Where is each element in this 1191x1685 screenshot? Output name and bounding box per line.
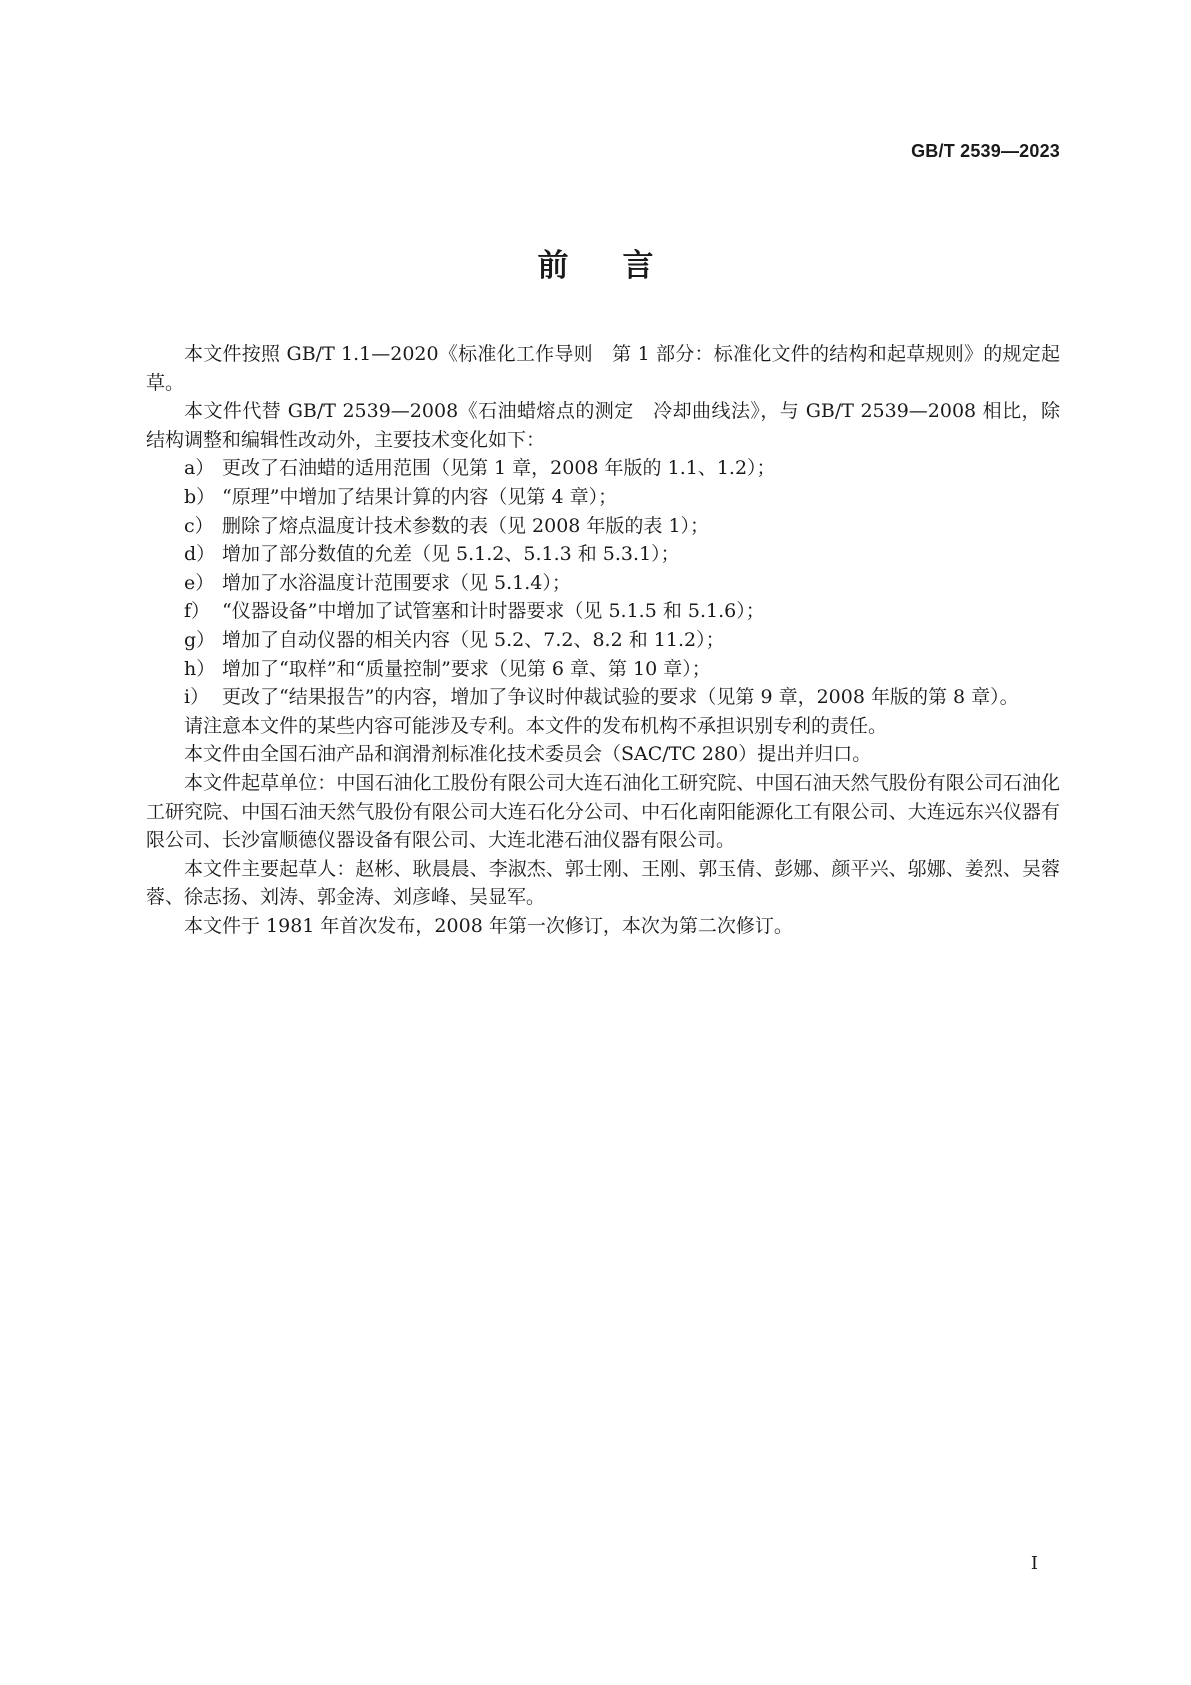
list-text: “原理”中增加了结果计算的内容（见第 4 章）；	[222, 485, 618, 508]
list-item	[146, 512, 1060, 541]
list-marker: b）	[184, 485, 216, 508]
list-item	[146, 655, 1060, 684]
list-text: 删除了熔点温度计技术参数的表（见 2008 年版的表 1）；	[222, 514, 710, 537]
list-text: 更改了石油蜡的适用范围（见第 1 章，2008 年版的 1.1、1.2）；	[222, 457, 776, 480]
list-marker: e）	[184, 571, 215, 594]
list-text: “仪器设备”中增加了试管塞和计时器要求（见 5.1.5 和 5.1.6）；	[222, 600, 765, 623]
foreword-body	[146, 340, 1060, 940]
paragraph-proposing-body: 本文件由全国石油产品和润滑剂标准化技术委员会（SAC/TC 280）提出并归口。	[184, 743, 872, 766]
list-marker: a）	[184, 457, 215, 480]
paragraph-replacement: 本文件代替 GB/T 2539—2008《石油蜡熔点的测定 冷却曲线法》，与 GB/T 2539—2008 相比，除结构调整和编辑性改动外，主要技术变化如下：	[146, 400, 1060, 451]
paragraph-drafting-units: 本文件起草单位：中国石油化工股份有限公司大连石油化工研究院、中国石油天然气股份有限公司石油化工研究院、中国石油天然气股份有限公司大连石化分公司、中石化南阳能源化工有限公司、大连远东兴仪器有限公司、长沙富顺德仪器设备有限公司、大连北港石油仪器有限公司。	[146, 771, 1060, 852]
list-text: 更改了“结果报告”的内容，增加了争议时仲裁试验的要求（见第 9 章，2008 年版的第 8 章）。	[222, 686, 1019, 709]
paragraph-drafting-basis: 本文件按照 GB/T 1.1—2020《标准化工作导则 第 1 部分：标准化文件的结构和起草规则》的规定起草。	[146, 343, 1060, 394]
list-item	[146, 626, 1060, 655]
document-code: GB/T 2539—2023	[911, 141, 1060, 161]
list-marker: i）	[184, 686, 210, 709]
list-item	[146, 597, 1060, 626]
list-item	[146, 540, 1060, 569]
list-text: 增加了部分数值的允差（见 5.1.2、5.1.3 和 5.3.1）；	[222, 543, 680, 566]
list-marker: g）	[184, 628, 216, 651]
changes-list	[146, 454, 1060, 711]
list-item	[146, 454, 1060, 483]
page-number: I	[1030, 1553, 1038, 1574]
paragraph-drafters: 本文件主要起草人：赵彬、耿晨晨、李淑杰、郭士刚、王刚、郭玉倩、彭娜、颜平兴、邬娜、姜烈、吴蓉蓉、徐志扬、刘涛、郭金涛、刘彦峰、吴显军。	[146, 857, 1060, 909]
list-item	[146, 683, 1060, 712]
paragraph-patent-notice: 请注意本文件的某些内容可能涉及专利。本文件的发布机构不承担识别专利的责任。	[184, 714, 888, 737]
list-text: 增加了“取样”和“质量控制”要求（见第 6 章、第 10 章）；	[222, 657, 711, 680]
list-marker: f）	[184, 600, 211, 623]
list-marker: c）	[184, 514, 214, 537]
paragraph-history: 本文件于 1981 年首次发布，2008 年第一次修订，本次为第二次修订。	[184, 914, 793, 937]
list-text: 增加了水浴温度计范围要求（见 5.1.4）；	[222, 571, 571, 594]
page-title: 前言	[537, 248, 708, 284]
list-marker: d）	[184, 543, 216, 566]
list-marker: h）	[184, 657, 216, 680]
list-item	[146, 483, 1060, 512]
list-item	[146, 569, 1060, 598]
list-text: 增加了自动仪器的相关内容（见 5.2、7.2、8.2 和 11.2）；	[222, 628, 725, 651]
